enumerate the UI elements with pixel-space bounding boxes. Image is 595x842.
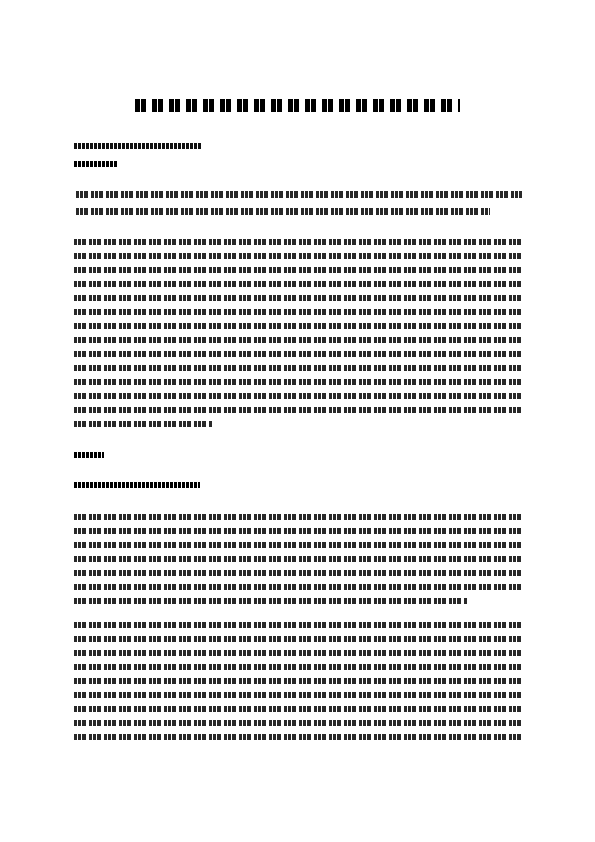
- body-line: [74, 622, 522, 628]
- body-line: [74, 421, 212, 427]
- body-line: [74, 542, 522, 548]
- body-line: [74, 309, 522, 315]
- body-line: [74, 556, 522, 562]
- document-meta-line: [74, 143, 202, 149]
- body-line: [74, 650, 522, 656]
- body-line: [74, 664, 522, 670]
- body-line: [74, 295, 522, 301]
- document-title: [135, 99, 460, 112]
- body-line: [74, 570, 522, 576]
- abstract-line: [76, 191, 522, 198]
- body-line: [74, 678, 522, 684]
- body-line: [74, 528, 522, 534]
- body-line: [74, 393, 522, 399]
- body-line: [74, 720, 522, 726]
- body-line: [74, 323, 522, 329]
- body-line: [74, 379, 522, 385]
- body-line: [74, 734, 522, 740]
- subsection-heading: [74, 482, 200, 488]
- body-line: [74, 253, 522, 259]
- body-line: [74, 407, 522, 413]
- body-line: [74, 281, 522, 287]
- body-line: [74, 239, 522, 245]
- body-line: [74, 365, 522, 371]
- body-line: [74, 267, 522, 273]
- body-line: [74, 636, 522, 642]
- body-line: [74, 337, 522, 343]
- body-line: [74, 351, 522, 357]
- body-line: [74, 692, 522, 698]
- body-line: [74, 706, 522, 712]
- section-heading-2: [74, 452, 104, 458]
- body-line: [74, 598, 468, 604]
- section-heading-1: [74, 161, 118, 167]
- body-line: [74, 514, 522, 520]
- body-line: [74, 584, 522, 590]
- abstract-line: [76, 208, 490, 215]
